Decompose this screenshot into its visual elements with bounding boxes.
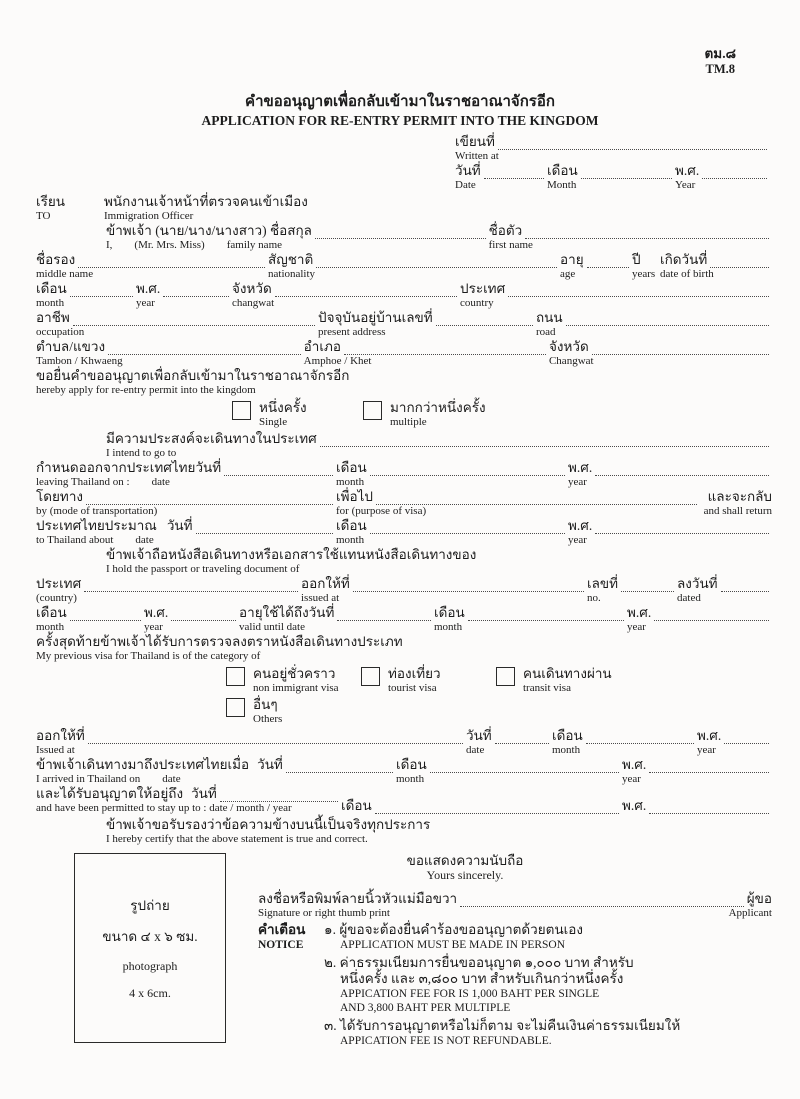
date-label-en: date — [466, 744, 485, 756]
for-label-th: เพื่อไป — [336, 489, 373, 504]
field-passport-month — [36, 605, 144, 633]
year-label-en: year — [627, 621, 646, 633]
issued-label-en: Issued at — [36, 744, 75, 756]
date-label-th: วันที่ — [455, 163, 481, 178]
date-label-th: วันที่ — [466, 728, 492, 743]
visa-others-option — [226, 697, 282, 725]
transport-row — [36, 489, 772, 517]
road-label-th: ถนน — [536, 310, 563, 325]
notice-item-2-en-line1: APPICATION FEE FOR IS 1,000 BAHT PER SINGLE — [340, 988, 600, 1000]
visa-others-row — [226, 697, 772, 725]
checkbox-others[interactable] — [226, 698, 245, 717]
field-leaving-date — [36, 460, 336, 488]
country-label-th: ประเทศ — [36, 576, 82, 591]
apply-statement-th: ขอยื่นคำขออนุญาตเพื่อกลับเข้ามาในราชอาณาจักรอีก — [36, 368, 350, 383]
sincerely-th: ขอแสดงความนับถือ — [406, 853, 524, 868]
written-at-block — [455, 134, 770, 191]
by-label-th: โดยทาง — [36, 489, 83, 504]
arrival-row — [36, 757, 772, 785]
address-label-th: ปัจจุบันอยู่บ้านเลขที่ — [318, 310, 433, 325]
visa-tourist-option — [361, 666, 496, 694]
single-label-th: หนึ่งครั้ง — [259, 400, 307, 415]
sincerely-en: Yours sincerely. — [426, 868, 504, 882]
family-name-label-en: I, (Mr. Mrs. Miss) family name — [106, 239, 283, 251]
year-label-th: พ.ศ. — [568, 460, 593, 475]
month-label-en: month — [434, 621, 463, 633]
field-tambon — [36, 339, 304, 367]
notice-label-en: NOTICE — [258, 939, 304, 951]
field-visa-year — [697, 728, 772, 756]
written-at-label-en: Written at — [455, 150, 499, 162]
visa-category-row — [226, 666, 772, 694]
year-label-th: พ.ศ. — [136, 281, 161, 296]
occupation-label-en: occupation — [36, 326, 85, 338]
applicant-label-en: Applicant — [728, 907, 772, 919]
dated-label-en: dated — [677, 592, 701, 604]
date-label-th: วันที่ — [191, 786, 217, 801]
notice-item-3 — [324, 1018, 772, 1048]
birth-place-row — [36, 281, 772, 309]
permit-type-row — [232, 400, 772, 428]
return-date-row — [36, 518, 772, 546]
checkbox-tourist[interactable] — [361, 667, 380, 686]
others-label-th: อื่นๆ — [253, 697, 278, 712]
year-label-en: Year — [675, 179, 696, 191]
written-date-row — [455, 163, 770, 191]
field-transport-mode — [36, 489, 336, 517]
field-written-date — [455, 163, 547, 191]
month-label-th: เดือน — [552, 728, 583, 743]
amphoe-label-en: Amphoe / Khet — [303, 355, 372, 367]
field-occupation — [36, 310, 318, 338]
year-label-en: year — [136, 297, 155, 309]
for-label-en: for (purpose of visa) — [336, 505, 427, 517]
photo-box — [74, 853, 226, 1043]
month-label-en: Month — [547, 179, 577, 191]
changwat2-label-en: Changwat — [548, 355, 594, 367]
year-label-en: year — [622, 773, 641, 785]
month-label-en: month — [36, 621, 65, 633]
certify-statement — [106, 817, 772, 845]
field-birth-year — [136, 281, 232, 309]
year-label-en: year — [144, 621, 163, 633]
notice-item-2-th-line2: หนึ่งครั้ง และ ๓,๘๐๐ บาท สำหรับเกินกว่าหนึ่งครั้ง — [340, 971, 624, 986]
years-label-en: years — [632, 268, 656, 280]
field-written-month — [547, 163, 675, 191]
field-valid-year — [627, 605, 772, 633]
year-label-th: พ.ศ. — [622, 798, 647, 813]
month-label-th: เดือน — [336, 518, 367, 533]
stay-permit-row — [36, 786, 772, 814]
signature-row — [258, 891, 772, 919]
form-code — [705, 46, 736, 77]
checkbox-single[interactable] — [232, 401, 251, 420]
year-label-en: year — [568, 534, 587, 546]
field-present-address — [318, 310, 536, 338]
field-middle-name — [36, 252, 268, 280]
photo-size-en: 4 x 6cm. — [129, 985, 171, 1000]
occupation-label-th: อาชีพ — [36, 310, 70, 325]
month-label-en: month — [336, 534, 365, 546]
name-row — [106, 223, 772, 251]
non-immigrant-label-en: non immigrant visa — [253, 682, 339, 694]
year-label-th: พ.ศ. — [568, 518, 593, 533]
year-label-th: พ.ศ. — [622, 757, 647, 772]
month-label-en: month — [336, 476, 365, 488]
field-road — [536, 310, 772, 338]
signature-fill-line[interactable] — [460, 903, 744, 907]
form-title-english: APPLICATION FOR RE-ENTRY PERMIT INTO THE KINGDOM — [201, 113, 599, 128]
visa-issued-row — [36, 728, 772, 756]
changwat2-label-th: จังหวัด — [548, 339, 589, 354]
field-passport-country — [36, 576, 301, 604]
field-first-name — [489, 223, 772, 251]
field-birth-month — [36, 281, 136, 309]
date-label-en: Date — [455, 179, 476, 191]
signature-label-en: Signature or right thumb print — [258, 907, 390, 919]
field-stay-year — [622, 798, 772, 814]
month-label-en: month — [396, 773, 425, 785]
field-stay-month — [341, 798, 622, 814]
years-label — [632, 252, 660, 280]
certify-statement-th: ข้าพเจ้าขอรับรองว่าข้อความข้างบนนี้เป็นจริงทุกประการ — [106, 817, 431, 832]
year-label-en: year — [568, 476, 587, 488]
year-label-th: พ.ศ. — [675, 163, 700, 178]
applicant-label-th: ผู้ขอ — [746, 891, 772, 906]
age-label-en: age — [560, 268, 576, 280]
field-birth-changwat — [232, 281, 460, 309]
first-name-label-th: ชื่อตัว — [488, 223, 523, 238]
field-return-date — [36, 518, 336, 546]
field-written-at — [455, 134, 770, 162]
field-arrival-date — [36, 757, 396, 785]
road-label-en: road — [536, 326, 556, 338]
month-label-th: เดือน — [36, 281, 67, 296]
field-family-name — [106, 223, 489, 251]
written-at-label-th: เขียนที่ — [455, 134, 495, 149]
field-visa-purpose — [336, 489, 700, 517]
intend-label-en: I intend to go to — [106, 447, 177, 459]
notice-item-1 — [324, 922, 772, 952]
month-label-en: month — [552, 744, 581, 756]
apply-statement-en: hereby apply for re-entry permit into the kingdom — [36, 384, 256, 396]
about-label-th: ประเทศไทยประมาณ — [36, 518, 157, 533]
notice-item-3-en: APPICATION FEE IS NOT REFUNDABLE. — [340, 1035, 552, 1047]
tourist-label-en: tourist visa — [388, 682, 437, 694]
checkbox-transit[interactable] — [496, 667, 515, 686]
field-birth-country — [460, 281, 772, 309]
dob-label-th: เกิดวันที่ — [660, 252, 708, 267]
nationality-label-th: สัญชาติ — [268, 252, 314, 267]
notice-item-2-th-line1: ๒. ค่าธรรมเนียมการยื่นขออนุญาต ๑,๐๐๐ บาท สำหรับ — [324, 955, 634, 970]
multiple-label-en: multiple — [390, 416, 427, 428]
return-label — [700, 489, 772, 517]
passport-statement-en: I hold the passport or traveling document of — [106, 563, 300, 575]
non-immigrant-label-th: คนอยู่ชั่วคราว — [253, 666, 336, 681]
field-intend-destination — [106, 431, 772, 459]
certify-statement-en: I hereby certify that the above statement is true and correct. — [106, 833, 368, 845]
officer-label-en: Immigration Officer — [104, 210, 194, 222]
family-name-label-th: ข้าพเจ้า (นาย/นาง/นางสาว) ชื่อสกุล — [106, 223, 312, 238]
to-label — [36, 194, 104, 222]
notice-block — [258, 922, 772, 1051]
occupation-row — [36, 310, 772, 338]
to-label-th: เรียน — [36, 194, 66, 209]
notice-label-th: คำเตือน — [258, 922, 306, 937]
field-passport-dated — [677, 576, 772, 604]
stay-year-fill-line[interactable] — [649, 810, 769, 814]
country-label-en: (country) — [36, 592, 77, 604]
notice-item-3-th: ๓. ได้รับการอนุญาตหรือไม่ก็ตาม จะไม่คืนเงินค่าธรรมเนียมให้ — [324, 1018, 681, 1033]
month-label-th: เดือน — [36, 605, 67, 620]
notice-item-1-en: APPLICATION MUST BE MADE IN PERSON — [340, 939, 566, 951]
date-label-th: วันที่ — [166, 518, 193, 533]
field-passport-issued-at — [301, 576, 587, 604]
return-label-en: and shall return — [703, 505, 772, 517]
address-label-en: present address — [318, 326, 386, 338]
stay-label-en: and have been permitted to stay up to : date / month / year — [36, 802, 292, 814]
month-label-th: เดือน — [341, 798, 372, 813]
year-label-th: พ.ศ. — [627, 605, 652, 620]
apply-statement — [36, 368, 772, 396]
arrived-label-th: ข้าพเจ้าเดินทางมาถึงประเทศไทยเมื่อ — [36, 757, 250, 772]
about-label-en: to Thailand about date — [36, 534, 154, 546]
leaving-label-en: leaving Thailand on : date — [36, 476, 170, 488]
transit-label-en: transit visa — [523, 682, 571, 694]
age-label-th: อายุ — [560, 252, 584, 267]
tambon-label-th: ตำบล/แขวง — [36, 339, 106, 354]
intend-label-th: มีความประสงค์จะเดินทางในประเทศ — [106, 431, 317, 446]
field-valid-until — [239, 605, 434, 633]
others-label-en: Others — [253, 713, 283, 725]
valid-label-en: valid until date — [239, 621, 305, 633]
field-arrival-month — [396, 757, 622, 785]
field-visa-issued-at — [36, 728, 466, 756]
year-label-th: พ.ศ. — [697, 728, 722, 743]
immigration-officer-label — [104, 194, 308, 222]
country-label-th: ประเทศ — [460, 281, 506, 296]
form-title-thai: คำขออนุญาตเพื่อกลับเข้ามาในราชอาณาจักรอีก — [245, 94, 555, 110]
form-code-english: TM.8 — [705, 62, 736, 76]
sincerely-block — [288, 853, 642, 881]
month-label-th: เดือน — [336, 460, 367, 475]
no-label-th: เลขที่ — [587, 576, 619, 591]
signature-and-notice — [226, 853, 772, 1051]
year-label-th: พ.ศ. — [144, 605, 169, 620]
notice-item-2 — [324, 955, 772, 1015]
field-date-of-birth — [660, 252, 772, 280]
address-row — [36, 339, 772, 367]
field-stay-date — [36, 786, 341, 814]
tambon-label-en: Tambon / Khwaeng — [36, 355, 123, 367]
photo-label-en: photograph — [122, 958, 178, 973]
passport-statement-th: ข้าพเจ้าถือหนังสือเดินทางหรือเอกสารใช้แทนหนังสือเดินทางของ — [106, 547, 477, 562]
middle-name-label-th: ชื่อรอง — [36, 252, 76, 267]
bottom-section — [36, 853, 772, 1051]
month-label-th: เดือน — [434, 605, 465, 620]
field-passport-year — [144, 605, 239, 633]
field-written-year — [675, 163, 770, 191]
month-label-th: เดือน — [396, 757, 427, 772]
year-label-en: year — [697, 744, 716, 756]
permit-single-option — [232, 400, 363, 428]
checkbox-non-immigrant[interactable] — [226, 667, 245, 686]
notice-item-2-en-line2: AND 3,800 BAHT PER MULTIPLE — [340, 1002, 511, 1014]
previous-visa-statement-en: My previous visa for Thailand is of the category of — [36, 650, 261, 662]
month-label-en: month — [36, 297, 65, 309]
checkbox-multiple[interactable] — [363, 401, 382, 420]
passport-row1 — [36, 576, 772, 604]
form-title — [0, 93, 800, 129]
arrived-label-en: I arrived in Thailand on date — [36, 773, 181, 785]
photo-size-th: ขนาด ๔ x ๖ ซม. — [102, 928, 198, 944]
date-label-th: วันที่ — [257, 757, 283, 772]
changwat-label-en: changwat — [232, 297, 275, 309]
addressee-row — [36, 194, 772, 222]
signature-label-th: ลงชื่อหรือพิมพ์ลายนิ้วหัวแม่มือขวา — [258, 891, 458, 906]
issued-label-th: ออกให้ที่ — [301, 576, 350, 591]
nationality-label-en: nationality — [268, 268, 316, 280]
dated-label-th: ลงวันที่ — [677, 576, 718, 591]
permit-multiple-option — [363, 400, 486, 428]
notice-item-1-th: ๑. ผู้ขอจะต้องยื่นคำร้องขออนุญาตด้วยตนเอง — [324, 922, 583, 937]
by-label-en: by (mode of transportation) — [36, 505, 158, 517]
tourist-label-th: ท่องเที่ยว — [388, 666, 441, 681]
field-valid-month — [434, 605, 627, 633]
amphoe-label-th: อำเภอ — [303, 339, 341, 354]
issued-label-th: ออกให้ที่ — [36, 728, 85, 743]
leaving-row — [36, 460, 772, 488]
previous-visa-statement-th: ครั้งสุดท้ายข้าพเจ้าได้รับการตรวจลงตราหนังสือเดินทางประเภท — [36, 634, 403, 649]
stay-month-fill-line[interactable] — [375, 810, 619, 814]
country-label-en: country — [460, 297, 494, 309]
changwat-label-th: จังหวัด — [232, 281, 272, 296]
transit-label-th: คนเดินทางผ่าน — [523, 666, 612, 681]
officer-label-th: พนักงานเจ้าหน้าที่ตรวจคนเข้าเมือง — [104, 194, 308, 209]
field-leaving-year — [568, 460, 772, 488]
no-label-en: no. — [587, 592, 601, 604]
single-label-en: Single — [259, 416, 288, 428]
field-nationality — [268, 252, 560, 280]
visa-non-immigrant-option — [226, 666, 361, 694]
form-body — [36, 194, 772, 1051]
field-return-year — [568, 518, 772, 546]
form-code-thai: ตม.๘ — [704, 46, 736, 61]
field-amphoe — [304, 339, 549, 367]
dob-label-en: date of birth — [660, 268, 714, 280]
field-visa-month — [552, 728, 697, 756]
field-return-month — [336, 518, 568, 546]
middle-name-row — [36, 252, 772, 280]
field-visa-date — [466, 728, 552, 756]
return-label-th: และจะกลับ — [707, 489, 772, 504]
leaving-label-th: กำหนดออกจากประเทศไทยวันที่ — [36, 460, 222, 475]
notice-items — [324, 922, 772, 1051]
field-arrival-year — [622, 757, 772, 785]
notice-label — [258, 922, 324, 1051]
years-label-th: ปี — [632, 252, 641, 267]
photo-label-th: รูปถ่าย — [130, 897, 170, 913]
visa-transit-option — [496, 666, 612, 694]
first-name-label-en: first name — [488, 239, 533, 251]
middle-name-label-en: middle name — [36, 268, 94, 280]
passport-row2 — [36, 605, 772, 633]
multiple-label-th: มากกว่าหนึ่งครั้ง — [390, 400, 486, 415]
stay-label-th: และได้รับอนุญาตให้อยู่ถึง — [36, 786, 184, 801]
valid-label-th: อายุใช้ได้ถึงวันที่ — [239, 605, 335, 620]
field-passport-no — [587, 576, 677, 604]
passport-statement — [106, 547, 772, 575]
field-leaving-month — [336, 460, 568, 488]
to-label-en: TO — [36, 210, 51, 222]
field-age — [560, 252, 632, 280]
issued-label-en: issued at — [301, 592, 340, 604]
month-label-th: เดือน — [547, 163, 578, 178]
field-address-changwat — [549, 339, 772, 367]
previous-visa-statement — [36, 634, 772, 662]
